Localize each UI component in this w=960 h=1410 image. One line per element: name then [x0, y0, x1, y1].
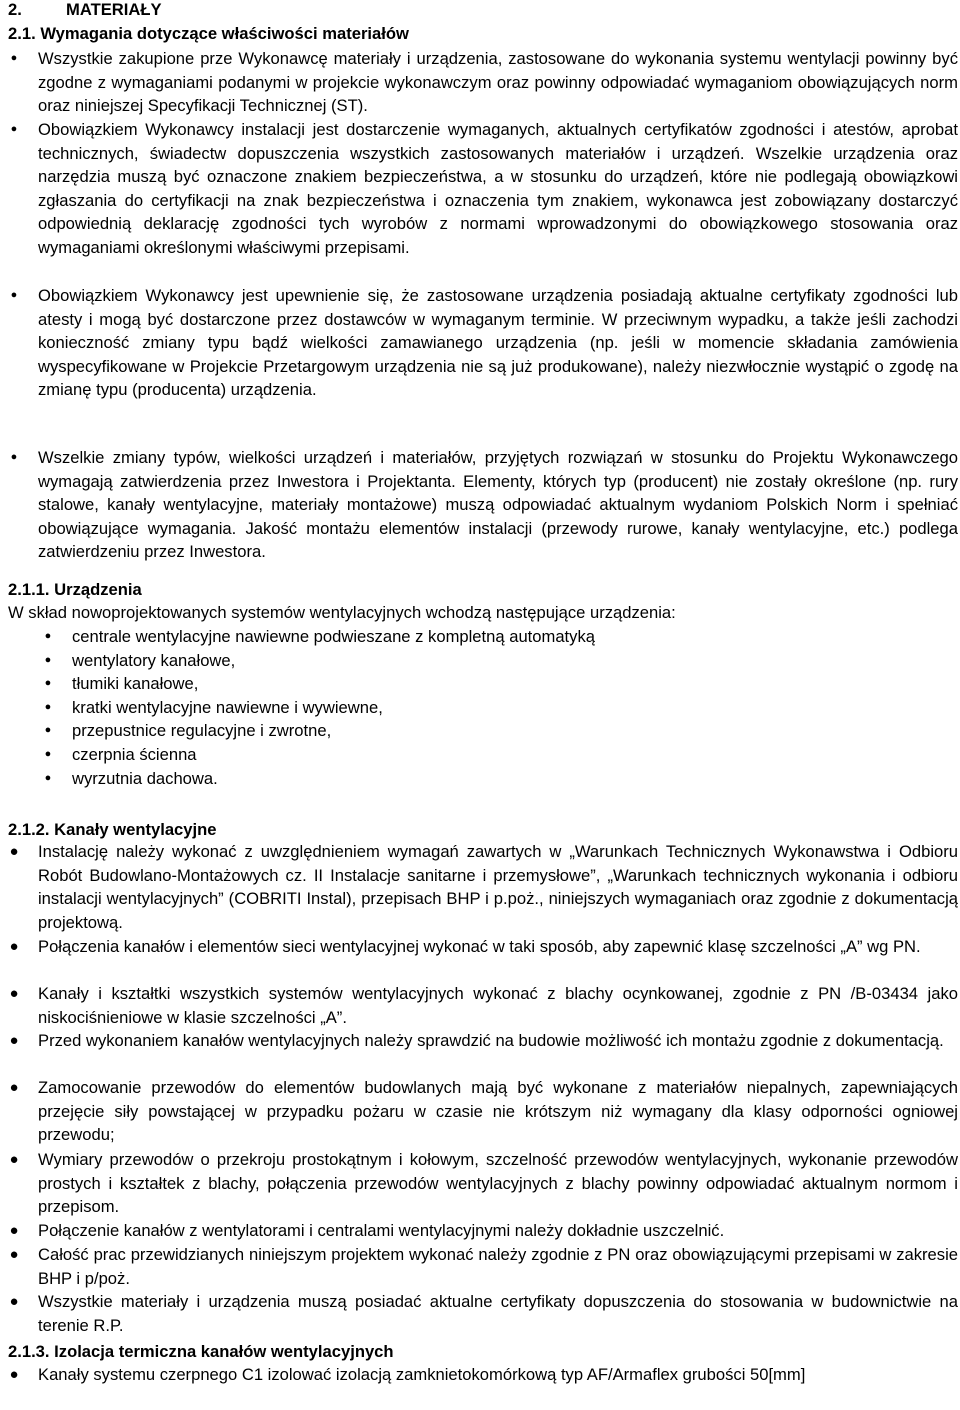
- list-item: ● Połączenia kanałów i elementów sieci wentylacyjnej wykonać w taki sposób, aby zapewnić klasę szczelności „A” wg PN.: [38, 935, 958, 982]
- requirements-list: [10, 47, 958, 566]
- list-item: ● Wszystkie zakupione prze Wykonawcę materiały i urządzenia, zastosowane do wykonania systemu wentylacji powinny być zgodne z wymaganiami podanymi w projekcie wykonawczym oraz powinny odpowiadać wymaganiom obowiązujących norm oraz niniejszej Specyfikacji Technicznej (ST).: [38, 47, 958, 118]
- list-item: ● Kanały systemu czerpnego C1 izolować izolacją zamknietokomórkową typ AF/Armaflex grubości 50[mm]: [38, 1363, 958, 1387]
- bullet-icon: ●: [44, 771, 52, 784]
- list-item: ● Instalację należy wykonać z uwzględnieniem wymagań zawartych w „Warunkach Technicznych Wykonawstwa i Odbioru Robót Budowlano-Montażowych cz. II Instalacje sanitarne i przemysłowe”, „Warunkach technicznych wykonania i odbioru instalacji wentylacyjnych” (COBRITI Instal), przepisach BHP i p.poż., niniejszych wymaganiach oraz zgodnie z dokumentacją projektową.: [38, 840, 958, 935]
- bullet-icon: ●: [44, 653, 52, 666]
- insulation-heading: [8, 1340, 394, 1364]
- bullet-icon: ●: [9, 1079, 19, 1096]
- bullet-icon: ●: [44, 700, 52, 713]
- bullet-icon: ●: [10, 52, 18, 64]
- subsection-heading: [8, 22, 409, 46]
- devices-number: 2.1.1.: [8, 580, 50, 599]
- bullet-icon: ●: [9, 1293, 19, 1310]
- list-item: ● kratki wentylacyjne nawiewne i wywiewne,: [72, 696, 952, 720]
- list-item: ● Całość prac przewidzianych niniejszym projektem wykonać należy zgodnie z PN oraz obowiązującymi przepisami w zakresie BHP i p/poż.: [38, 1243, 958, 1290]
- subsection-title: Wymagania dotyczące właściwości materiałów: [40, 24, 409, 43]
- bullet-icon: ●: [10, 123, 18, 135]
- list-item: ● Obowiązkiem Wykonawcy jest upewnienie się, że zastosowane urządzenia posiadają aktualne certyfikaty zgodności lub atesty i mogą być dostarczone przez dostawców w wymaganym terminie. W przeciwnym wypadku, a także jeśli zachodzi konieczność zmiany typu bądź wielkości zamawianego urządzenia (np. jeśli w momencie składania zamówienia wyspecyfikowane w Projekcie Przetargowym urządzenia nie są już produkowane), należy niezwłocznie wystąpić o zgodę na zmianę typu (producenta) urządzenia.: [38, 284, 958, 446]
- devices-intro: W skład nowoprojektowanych systemów wentylacyjnych wchodzą następujące urządzenia:: [8, 603, 676, 622]
- ducts-heading: [8, 818, 216, 842]
- section-title: MATERIAŁY: [66, 0, 162, 19]
- list-item: ● czerpnia ścienna: [72, 743, 952, 767]
- devices-heading: [8, 578, 142, 602]
- bullet-icon: ●: [9, 1032, 19, 1049]
- bullet-icon: ●: [9, 938, 19, 955]
- section-heading: [8, 0, 162, 22]
- bullet-icon: ●: [44, 677, 52, 690]
- insulation-number: 2.1.3.: [8, 1342, 50, 1361]
- list-item: ● centrale wentylacyjne nawiewne podwieszane z kompletną automatyką: [72, 625, 952, 649]
- ducts-list: [9, 840, 958, 1337]
- bullet-icon: ●: [44, 724, 52, 737]
- list-item: ● Wszelkie zmiany typów, wielkości urządzeń i materiałów, przyjętych rozwiązań w stosunku do Projektu Wykonawczego wymagają zatwierdzenia przez Inwestora i Projektanta. Elementy, których typ (producent) nie zostały określone (np. rury stalowe, kanały wentylacyjne, materiały montażowe) muszą odpowiadać aktualnym wydaniom Polskich Norm i spełniać obowiązujące wymagania. Jakość montażu elementów instalacji (przewody rurowe, kanały wentylacyjne, etc.) podlega zatwierdzeniu przez Inwestora.: [38, 446, 958, 566]
- ducts-number: 2.1.2.: [8, 820, 50, 839]
- devices-title: Urządzenia: [54, 580, 142, 599]
- subsection-number: 2.1.: [8, 24, 36, 43]
- list-item: ● wyrzutnia dachowa.: [72, 767, 952, 791]
- list-item: ● Kanały i kształtki wszystkich systemów wentylacyjnych wykonać z blachy ocynkowanej, zgodnie z PN /B-03434 jako niskociśnieniowe w klasie szczelności „A”.: [38, 982, 958, 1029]
- list-item: ● Wymiary przewodów o przekroju prostokątnym i kołowym, szczelność przewodów wentylacyjnych, wykonanie przewodów prostych i kształtek z blachy, połączenia przewodów wentylacyjnych z blachy powinny odpowiadać aktualnym normom i przepisom.: [38, 1148, 958, 1219]
- bullet-icon: ●: [9, 1366, 19, 1383]
- bullet-icon: ●: [44, 747, 52, 760]
- list-item: ● wentylatory kanałowe,: [72, 649, 952, 673]
- list-item: ● Obowiązkiem Wykonawcy instalacji jest dostarczenie wymaganych, aktualnych certyfikatów zgodności i atestów, aprobat technicznych, świadectw dopuszczenia wszystkich zastosowanych materiałów i urządzeń. Wszelkie urządzenia oraz narzędzia muszą być oznaczone znakiem bezpieczeństwa, a w stosunku do urządzeń, które nie podlegają obowiązkowi zgłaszania do certyfikacji na znak bezpieczeństwa i oznaczenia tym znakiem, wykonawca jest zobowiązany dostarczyć odpowiednią deklarację zgodności tych wyrobów z normami wprowadzonymi do obowiązkowego stosowania oraz wymaganiami określonymi właściwymi przepisami.: [38, 118, 958, 284]
- bullet-icon: ●: [9, 1246, 19, 1263]
- bullet-icon: ●: [10, 289, 18, 301]
- list-item: ● Przed wykonaniem kanałów wentylacyjnych należy sprawdzić na budowie możliwość ich montażu zgodnie z dokumentacją.: [38, 1029, 958, 1076]
- insulation-title: Izolacja termiczna kanałów wentylacyjnych: [54, 1342, 394, 1361]
- ducts-title: Kanały wentylacyjne: [54, 820, 217, 839]
- list-item: ● Połączenie kanałów z wentylatorami i centralami wentylacyjnymi należy dokładnie uszczelnić.: [38, 1219, 958, 1243]
- bullet-icon: ●: [9, 1151, 19, 1168]
- list-item: ● tłumiki kanałowe,: [72, 672, 952, 696]
- list-item: ● Zamocowanie przewodów do elementów budowlanych mają być wykonane z materiałów niepalnych, zapewniających przejęcie siły powstającej w przypadku pożaru w czasie nie krótszym niż wymagany dla klasy odporności ogniowej przewodu;: [38, 1076, 958, 1148]
- devices-list: [44, 625, 952, 790]
- section-number: 2.: [8, 0, 22, 19]
- bullet-icon: ●: [9, 985, 19, 1002]
- bullet-icon: ●: [9, 843, 19, 860]
- list-item: ● przepustnice regulacyjne i zwrotne,: [72, 719, 952, 743]
- bullet-icon: ●: [9, 1222, 19, 1239]
- bullet-icon: ●: [10, 451, 18, 463]
- insulation-list: [9, 1363, 958, 1387]
- list-item: ● Wszystkie materiały i urządzenia muszą posiadać aktualne certyfikaty dopuszczenia do stosowania w budownictwie na terenie R.P.: [38, 1290, 958, 1337]
- bullet-icon: ●: [44, 630, 52, 642]
